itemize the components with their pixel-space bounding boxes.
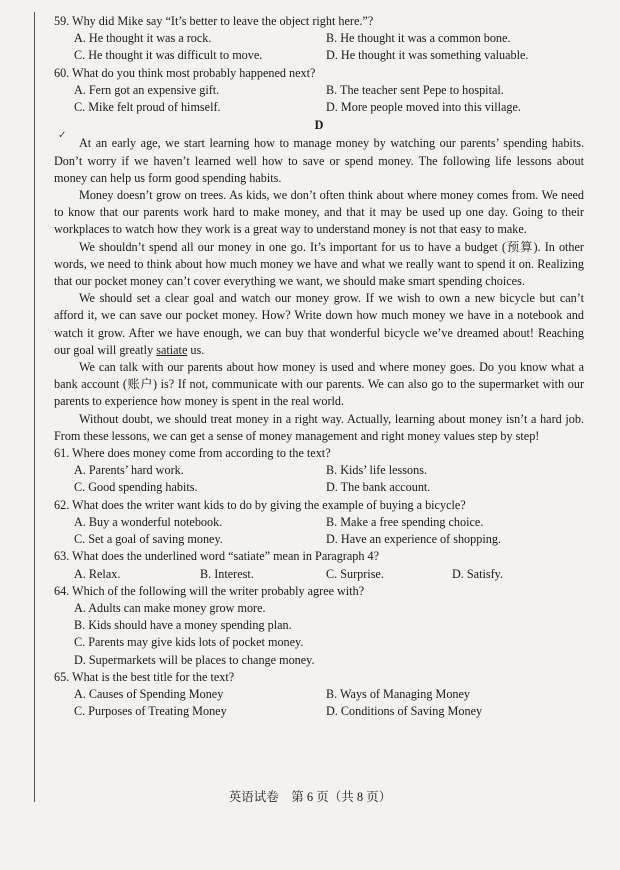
question-stem: 65. What is the best title for the text? [54,669,235,684]
question-stem: 61. Where does money come from according to the text? [54,446,331,461]
option-a: A. Buy a wonderful notebook. [74,514,223,529]
question-64 [54,583,584,669]
option-a: A. Adults can make money grow more. [74,600,266,615]
option-b: B. He thought it was a common bone. [326,31,511,46]
option-d: D. Conditions of Saving Money [326,704,483,719]
question-60 [54,65,584,117]
option-c: C. Good spending habits. [74,480,198,495]
option-b: B. Kids should have a money spending plan. [74,618,292,633]
option-c: C. Surprise. [326,566,384,581]
binding-margin-line [34,12,35,802]
option-b: B. The teacher sent Pepe to hospital. [326,82,504,97]
question-stem: 59. Why did Mike say “It’s better to leave the object right here.”? [54,14,374,28]
option-c: C. Purposes of Treating Money [74,704,227,719]
option-d: D. Have an experience of shopping. [326,532,501,547]
paragraph-1: At an early age, we start learning how to manage money by watching our parents’ spending habits. Don’t worry if we haven’t learned well how to save or spend money. The following life lessons about money can help us form good spending habits. [54,136,584,185]
page-content [54,13,584,720]
option-a: A. Relax. [74,566,121,581]
option-b: B. Make a free spending choice. [326,514,484,529]
question-59 [54,13,584,65]
option-d: D. More people moved into this village. [326,100,521,115]
paragraph-3: We shouldn’t spend all our money in one go. It’s important for us to have a budget (预算). In other words, we need to think about how much money we have and what we really want to spend it on. Realizing that our pocket money can’t cover everything we want, we should make smart spending choices. [54,239,584,289]
section-label: D [314,118,324,133]
option-a: A. He thought it was a rock. [74,31,212,46]
paragraph-4-end: us. [187,342,205,357]
reading-passage [54,135,584,445]
option-d: D. Satisfy. [452,566,504,581]
paragraph-5: We can talk with our parents about how money is used and where money goes. Do you know what a bank account (账户) is? If not, communicate with our parents. We can also go to the supermarket with our parents to experience how money is spent in the real world. [54,360,584,409]
option-c: C. Mike felt proud of himself. [74,100,221,115]
question-61 [54,445,584,497]
option-d: D. The bank account. [326,480,431,495]
option-c: C. He thought it was difficult to move. [74,48,263,63]
option-a: A. Causes of Spending Money [74,686,224,701]
paragraph-4 [54,290,584,359]
option-a: A. Fern got an expensive gift. [74,82,220,97]
paragraph-2: Money doesn’t grow on trees. As kids, we don’t often think about where money comes from. We need to know that our parents work hard to make money, and that it may be used up one day. Going to their workplaces to watch how they work is a great way to understand money is not that easy to make. [54,188,584,237]
option-c: C. Parents may give kids lots of pocket money. [74,635,304,650]
question-stem: 63. What does the underlined word “satiate” mean in Paragraph 4? [54,549,379,564]
question-62 [54,497,584,549]
option-b: B. Ways of Managing Money [326,686,471,701]
option-d: D. Supermarkets will be places to change money. [74,652,315,667]
page-footer: 英语试卷 第 6 页（共 8 页） [228,790,392,804]
handwritten-mark: ✓ [58,130,67,141]
question-stem: 60. What do you think most probably happened next? [54,65,316,80]
option-a: A. Parents’ hard work. [74,463,184,478]
option-c: C. Set a goal of saving money. [74,532,223,547]
option-b: B. Kids’ life lessons. [326,463,427,478]
option-b: B. Interest. [200,566,254,581]
question-stem: 62. What does the writer want kids to do by giving the example of buying a bicycle? [54,497,466,512]
paragraph-4-text: We should set a clear goal and watch our money grow. If we wish to own a new bicycle but can’t afford it, we can save our pocket money. How? Write down how much money we have in a notebook and watch it grow. After we have enough, we can buy that wonderful bicycle we’ve dreamed about! Reaching our goal will greatly [54,291,584,357]
underlined-word: satiate [156,342,188,357]
question-65 [54,669,584,721]
question-63 [54,548,584,582]
paragraph-6: Without doubt, we should treat money in a right way. Actually, learning about money isn’t a hard job. From these lessons, we can get a sense of money management and right money values step by step! [54,411,584,443]
question-stem: 64. Which of the following will the writer probably agree with? [54,583,365,598]
option-d: D. He thought it was something valuable. [326,48,529,63]
